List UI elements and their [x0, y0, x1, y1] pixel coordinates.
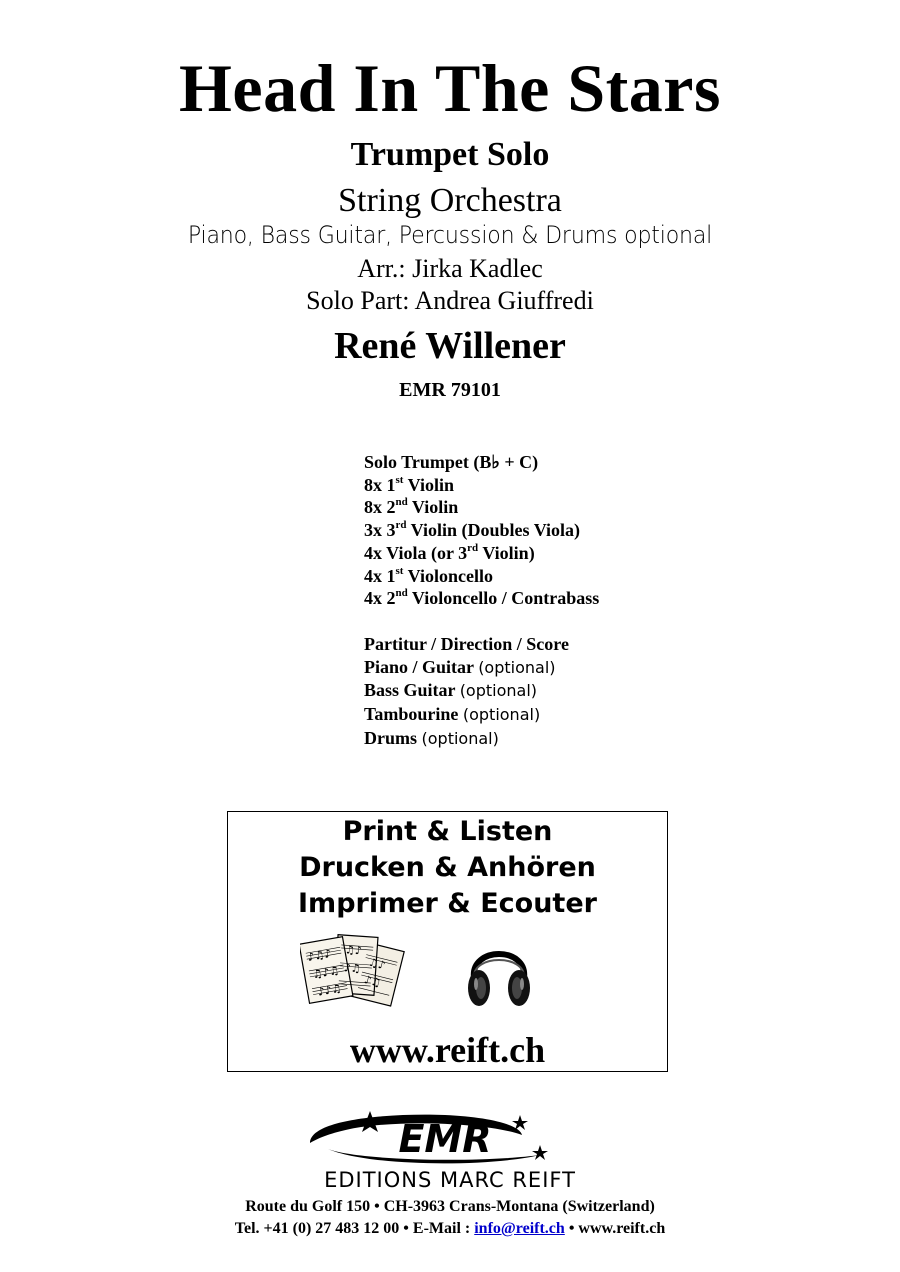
- svg-text:♫♪♫: ♫♪♫: [311, 963, 341, 982]
- logo-publisher-name: EDITIONS MARC REIFT: [324, 1168, 576, 1192]
- svg-text:♫♪: ♫♪: [367, 955, 387, 973]
- solo-part: Solo Part: Andrea Giuffredi: [306, 286, 594, 315]
- part-violin-1: 8x 1st Violin: [364, 473, 454, 495]
- promo-line-en: Print & Listen: [342, 816, 553, 847]
- publisher-contact: Tel. +41 (0) 27 483 12 00 • E-Mail : info@reift.ch • www.reift.ch: [234, 1220, 666, 1237]
- logo-mark-text: EMR: [398, 1117, 492, 1161]
- part-cello-2: 4x 2nd Violoncello / Contrabass: [364, 587, 600, 609]
- promo-url[interactable]: www.reift.ch: [349, 1030, 546, 1070]
- part-score: Partitur / Direction / Score: [364, 633, 569, 654]
- ensemble: String Orchestra: [338, 182, 562, 219]
- catalog-number: EMR 79101: [399, 379, 501, 401]
- part-violin-3: 3x 3rd Violin (Doubles Viola): [364, 519, 581, 541]
- promo-line-fr: Imprimer & Ecouter: [298, 888, 597, 919]
- svg-text:♪♫♪: ♪♫♪: [306, 946, 333, 964]
- composer: René Willener: [334, 325, 566, 367]
- part-drums: Drums (optional): [364, 727, 499, 748]
- sheet-music-icon: [300, 930, 408, 1012]
- part-piano-guitar: Piano / Guitar (optional): [364, 656, 556, 677]
- page-title: Head In The Stars: [179, 50, 721, 126]
- headphones-icon: [464, 932, 534, 1012]
- print-listen-box: [227, 811, 668, 1072]
- part-solo-trumpet: Solo Trumpet (B♭ + C): [364, 452, 539, 472]
- svg-text:♪♫: ♪♫: [343, 961, 362, 976]
- optional-instruments: Piano, Bass Guitar, Percussion & Drums optional: [187, 221, 713, 249]
- part-viola: 4x Viola (or 3rd Violin): [364, 541, 535, 563]
- solo-instrument: Trumpet Solo: [350, 136, 550, 173]
- emr-logo: [240, 1105, 660, 1193]
- part-bass-guitar: Bass Guitar (optional): [364, 680, 538, 701]
- part-cello-1: 4x 1st Violoncello: [364, 564, 493, 586]
- part-tambourine: Tambourine (optional): [364, 704, 541, 725]
- svg-text:♫♪: ♫♪: [344, 943, 363, 958]
- part-violin-2: 8x 2nd Violin: [364, 496, 459, 518]
- publisher-address: Route du Golf 150 • CH-3963 Crans-Montana (Switzerland): [245, 1198, 655, 1215]
- promo-line-de: Drucken & Anhören: [299, 852, 596, 883]
- instrumentation-list: [364, 451, 599, 750]
- email-link[interactable]: info@reift.ch: [474, 1220, 565, 1237]
- arranger: Arr.: Jirka Kadlec: [357, 254, 543, 283]
- svg-text:♪♫: ♪♫: [362, 973, 383, 990]
- svg-text:♪♪♫: ♪♪♫: [316, 981, 343, 999]
